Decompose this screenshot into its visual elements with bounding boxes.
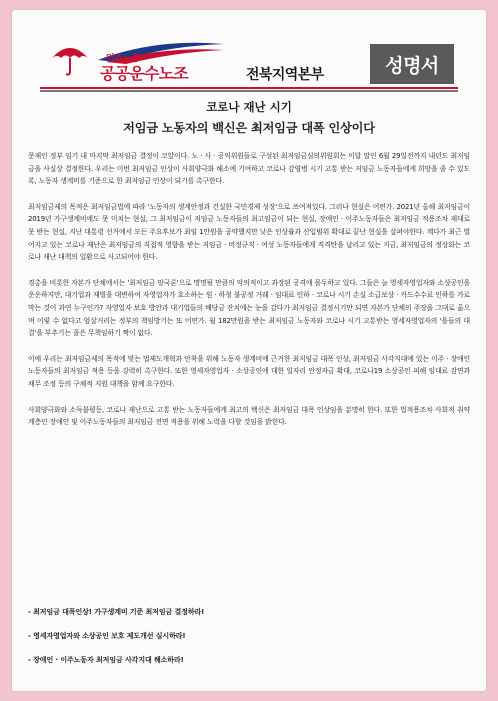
union-small-label: 민주노총: [106, 54, 140, 64]
paragraph: 최저임금제의 목적은 최저임금법에 따라 '노동자의 생계안정과 건실한 국민경제 성장'으로 쓰여져있다. 그러나 현실은 어떤가. 2021년 올해 최저임금이 2019년 가구생계비에도 못 미치는 현실, 그 최저임금이 저임금 노동자들의 최고임금이 되는 현실, 장애인 · 이주노동자들은 최저임금 적용조차 제대로 못 받는 현실, 지난 대통령 선거에서 모든 주요후보가 최임 1만원을 공약했지만 낮은 인상률과 산입범위 확대로 끝난 현실을 살펴야한다. 계다가 최근 벌어지고 있는 코로나 재난은 최저임금의 직접적 영향을 받는 저임금 · 비정규직 · 여성 노동자들에게 직격탄을 날리고 있는 지금, 최저임금의 정상화는 코로나 재난 대책의 일환으로 사고되어야 한다.: [28, 202, 470, 262]
union-name: 공공운수노조: [100, 64, 188, 83]
umbrella-logo-icon: [50, 38, 90, 78]
demand-item: - 영세자영업자와 소상공인 보호 제도개선 실시하라!: [28, 632, 186, 640]
title-line-2: 저임금 노동자의 백신은 최저임금 대폭 인상이다: [123, 121, 375, 135]
paragraph: 경총을 비롯한 자본가 단체에서는 '최저임금 망국론'으로 명명될 만큼의 악의적이고 과장된 공격에 몰두하고 있다. 그들은 늘 영세자영업자와 소상공인을 운운하지만, 대기업과 재벌을 대변하여 자영업자가 호소하는 원 · 하청 불공정 거래 · 임대료 인하 · 코로나 시기 손실 소급보상 · 카드수수료 인하를 가로막는 것이 과연 누구인가? 자영업자 보호 방안과 대기업들의 배당금 잔치에는 눈을 감다가 최저임금 결정시기만 되면 자본가 단체의 주장을 그대로 옮으며 이렇 수 없다고 엄살거리는 정부의 책임방기는 또 어떤가. 월 182만원을 받는 최저임금 노동자와 코로나 시기 고통받는 영세자영업자의 '을들의 대결'을 부추기는 꼴은 무책임하기 짝이 없다.: [28, 278, 470, 338]
paragraph: 이에 우리는 최저임금제의 목적에 맞는 법제도개혁과 안착을 위해 노동자 생계비에 근거한 최저임금 대폭 인상, 최저임금 사각지대에 있는 이주 · 장애인 노동자들의 최저임금 적용 등을 강력히 촉구한다. 또한 영세자영업자 · 소상공인에 대한 일자리 안정자금 확대, 코로나19 소상공인 피해 임대료 감면과 채무 조정 등의 구체적 지원 대책을 함께 요구한다.: [28, 354, 470, 388]
demand-item: - 장애인 · 이주노동자 최저임금 사각지대 해소하라!: [28, 656, 184, 664]
paragraph: 문재인 정부 임기 내 마지막 최저임금 결정이 코앞이다. 노 · 사 · 공익위원들로 구성된 최저임금심의위원회는 이달 말인 6월 29일전까지 내년도 최저임금을 사실상 결정한다. 우리는 이번 최저임금 인상이 사회양극화 해소에 기여하고 코로나 감염병 시기 고통 받는 저임금 노동자들에게 희망을 줄 수 있도록, 노동자 생계비를 기준으로 한 최저임금 인상이 되기를 촉구한다.: [28, 152, 470, 186]
title-line-1: 코로나 재난 시기: [206, 100, 292, 114]
statement-body: [28, 150, 470, 442]
demands-list: [28, 606, 468, 678]
paragraph: 사회양극화와 소득불평등, 코로나 재난으로 고통 받는 노동자들에게 최고의 백신은 최저임금 대폭 인상임을 분명히 한다. 또한 법적용조차 사회적 취약계층인 장애인 및 이주노동자들의 최저임금 전면 적용을 위해 노력을 다할 것임을 밝힌다.: [28, 405, 470, 427]
header-divider-gray: [40, 90, 458, 92]
region-name: 전북지역본부: [246, 67, 324, 83]
header-divider-red: [40, 87, 458, 89]
doc-type-badge: 성명서: [370, 44, 454, 84]
demand-item: - 최저임금 대폭인상! 가구생계비 기준 최저임금 결정하라!: [28, 608, 205, 616]
